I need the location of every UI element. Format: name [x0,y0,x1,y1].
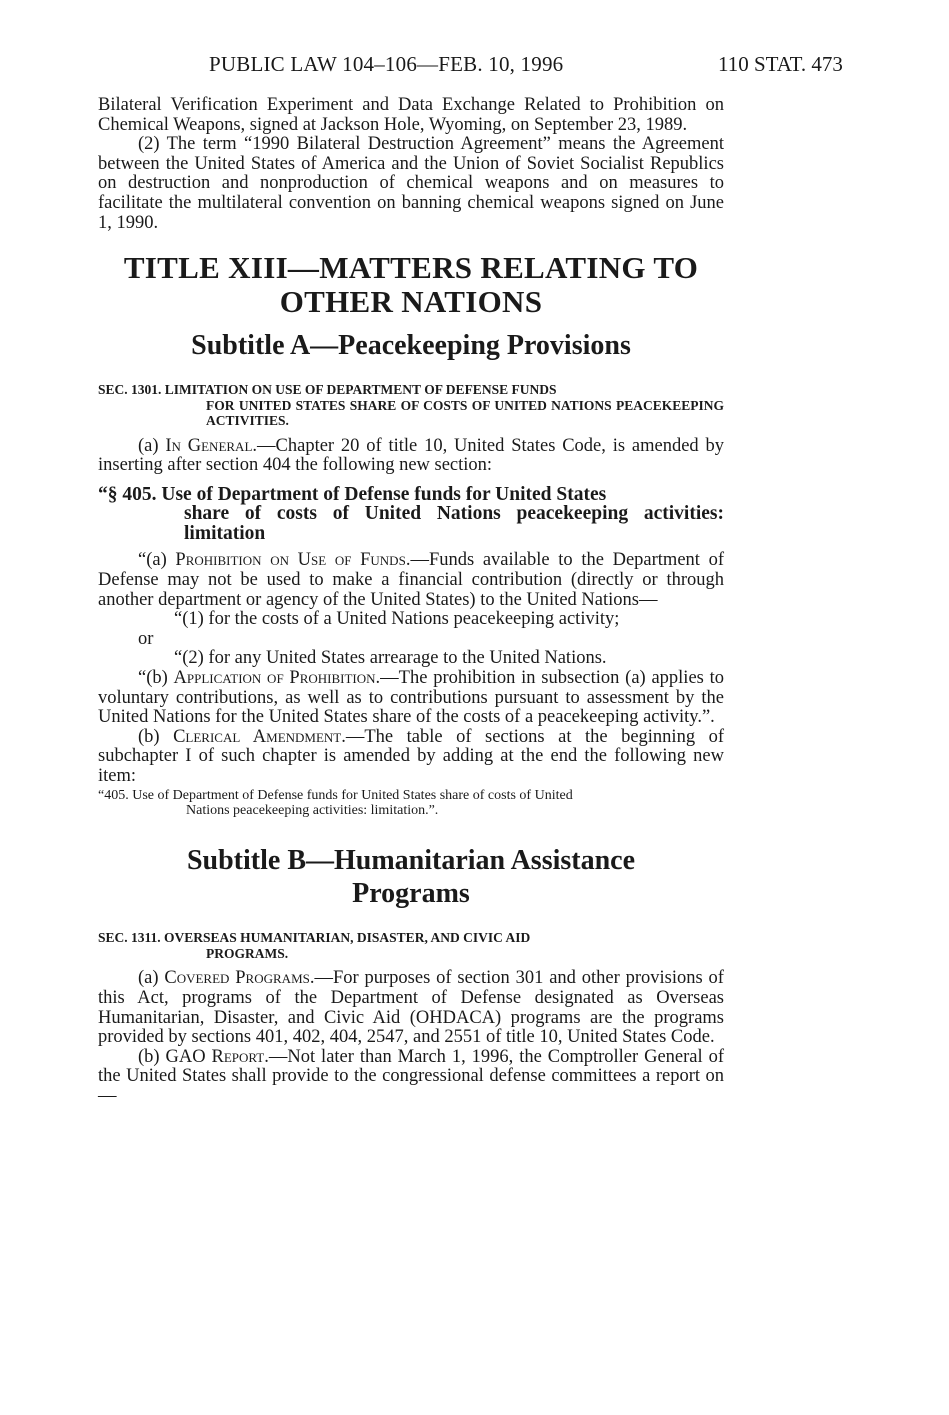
subsection-heading: Prohibition on Use of Funds [175,550,406,571]
section-1301-subsection-a [98,437,724,476]
section-1301-line-1: SEC. 1301. LIMITATION ON USE OF DEPARTMENT OF DEFENSE FUNDS [98,382,557,398]
table-item-line-1: “405. Use of Department of Defense funds for United States share of costs of United [98,788,573,804]
section-1311-subsection-a [98,969,724,1047]
table-of-sections-item [98,788,724,818]
section-1311-heading [98,930,724,961]
subtitle-b-line-2: Programs [352,878,470,910]
subtitle-b-line-1: Subtitle B—Humanitarian Assistance [186,845,636,877]
intro-paragraph-2: (2) The term “1990 Bilateral Destruction Agreement” means the Agreement between the United States of America and the Union of Soviet Socialist Republics on destruction and nonproduction of chemical weapons and on measures to facilitate the multilateral convention on banning chemical weapons signed on June 1, 1990. [98,134,724,233]
subsection-text: .—Not later than March 1, 1996, the Comptroller General of the United States shall provide to the congressional defense committees a report on— [98,1046,724,1107]
intro-paragraph-1: Bilateral Verification Experiment and Data Exchange Related to Prohibition on Chemical Weapons, signed at Jackson Hole, Wyoming, on September 23, 1989. [98,95,724,135]
subsection-heading: In General [165,435,253,456]
conjunction-or: or [138,628,154,649]
subsection-heading: Covered Programs [164,968,310,989]
paragraph-item-2: “(2) for any United States arrearage to the United Nations. [174,648,607,669]
label: (b) GAO [138,1046,212,1067]
label: (a) [138,968,165,989]
subsection-text: .—For purposes of section 301 and other provisions of this Act, programs of the Department of Defense designated as Overseas Humanitarian, Disaster, and Civic Aid (OHDACA) programs are the programs provided by sections 401, 402, 404, 2547, and 2551 of title 10, United States Code. [98,968,724,1048]
subsection-heading: Report [211,1046,265,1067]
title-heading [98,251,724,319]
subsection-text: .—The prohibition in subsection (a) applies to voluntary contributions, as well as to contributions pursuant to assessment by the United Nations for the United States share of the costs of a peacekeeping activity.”. [98,667,724,728]
section-405-subsection-b [98,669,724,728]
subsection-text: .—Chapter 20 of title 10, United States Code, is amended by inserting after section 404 the following new section: [98,435,724,476]
subtitle-a-heading: Subtitle A—Peacekeeping Provisions [191,330,631,362]
subsection-heading: Application of Prohibition [173,667,376,688]
title-line-2: OTHER NATIONS [279,284,543,320]
section-405-line-1: “§ 405. Use of Department of Defense funds for United States [98,483,607,505]
section-1311-continuation: PROGRAMS. [206,945,289,961]
table-item-continuation: Nations peacekeeping activities: limitation.”. [186,803,439,819]
label: (a) [138,435,166,456]
running-header [0,52,949,82]
subsection-text: .—Funds available to the Department of Defense may not be used to make a financial contribution (directly or through another department or agency of the United States) to the United Nations— [98,550,724,610]
subsection-heading: Clerical Amendment [173,726,342,747]
subtitle-b-heading [98,844,724,910]
subsection-text: .—The table of sections at the beginning of subchapter I of such chapter is amended by adding at the end the following new item: [98,726,724,786]
section-405-heading [98,485,724,544]
section-1311-subsection-b [98,1048,724,1107]
header-citation: PUBLIC LAW 104–106—FEB. 10, 1996 [209,52,564,76]
paragraph-item-1: “(1) for the costs of a United Nations peacekeeping activity; [174,609,620,630]
section-1301-continuation: FOR UNITED STATES SHARE OF COSTS OF UNITED NATIONS PEACEKEEPING ACTIVITIES. [206,397,724,429]
label: “(b) [138,667,174,688]
document-body [98,96,724,1107]
section-1311-line-1: SEC. 1311. OVERSEAS HUMANITARIAN, DISASTER, AND CIVIC AID [98,930,531,946]
section-405-continuation: share of costs of United Nations peacekeeping activities: limitation [184,503,724,544]
label: “(a) [138,550,176,571]
title-line-1: TITLE XIII—MATTERS RELATING TO [123,250,699,286]
section-1301-subsection-b [98,728,724,787]
header-page-number: 110 STAT. 473 [718,52,843,76]
section-1301-heading [98,382,724,429]
section-405-subsection-a [98,551,724,610]
label: (b) [138,726,174,747]
